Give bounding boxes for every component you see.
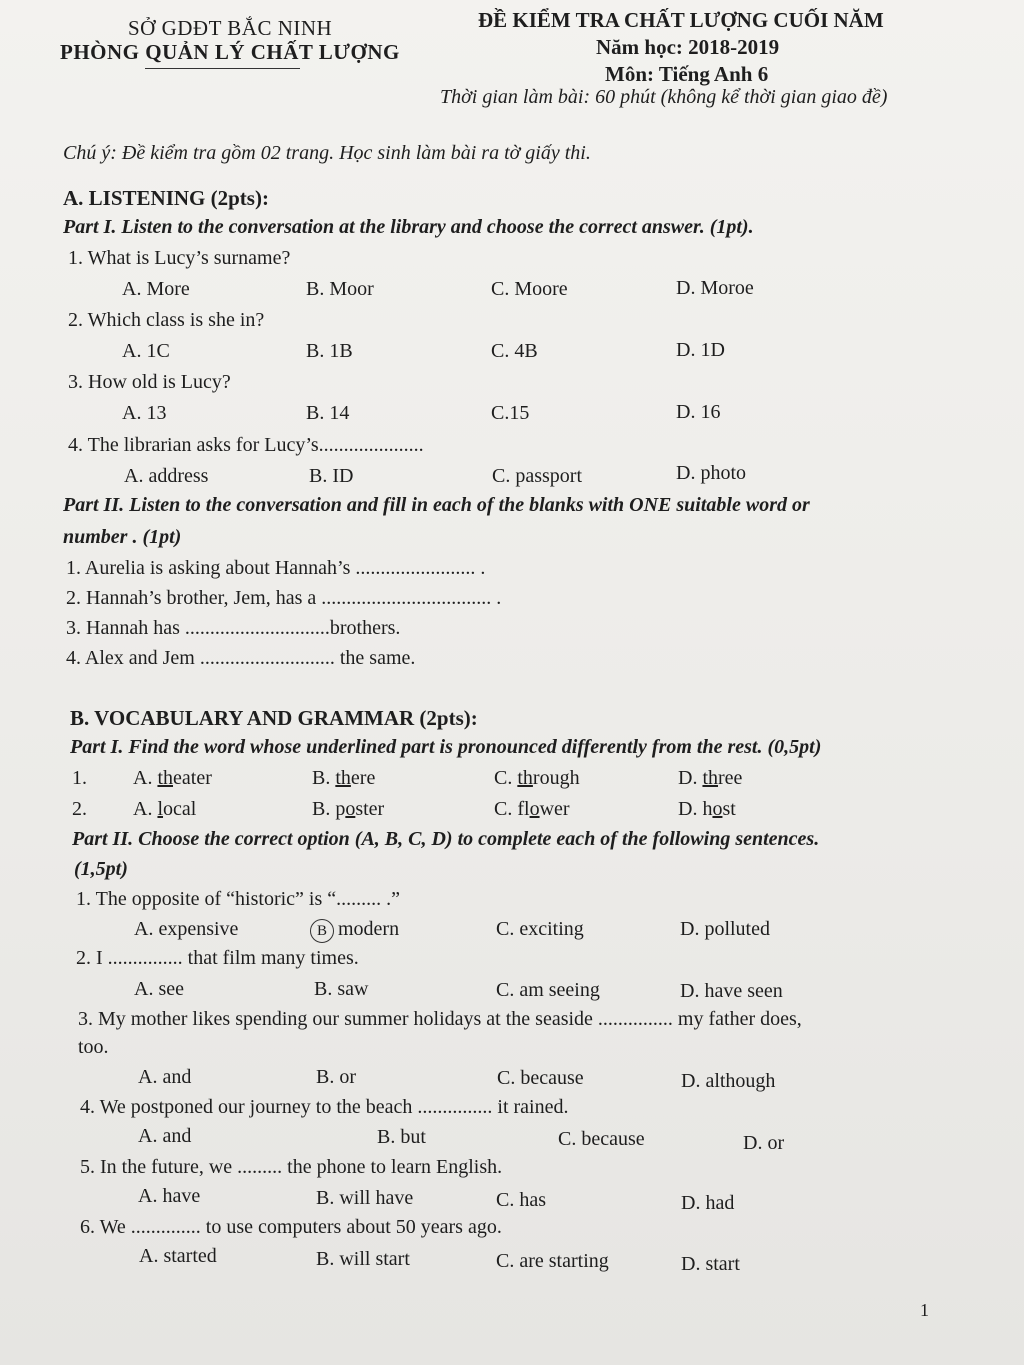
option-b: B. ID [309, 465, 354, 487]
office-name: PHÒNG QUẢN LÝ CHẤT LƯỢNG [60, 40, 400, 64]
option-c: C.15 [491, 402, 530, 424]
option-b: B. 14 [306, 402, 350, 424]
option-d: D. have seen [680, 980, 783, 1002]
option-b: B. but [377, 1126, 426, 1148]
exam-note: Chú ý: Đề kiểm tra gồm 02 trang. Học sinh làm bài ra tờ giấy thi. [63, 142, 591, 164]
vocab-part1-title: Part I. Find the word whose underlined part is pronounced differently from the rest. (0,5pt) [70, 736, 822, 758]
school-year: Năm học: 2018-2019 [596, 35, 780, 59]
option-a: A. 13 [122, 402, 167, 424]
exam-time: Thời gian làm bài: 60 phút (không kể thời gian giao đề) [440, 86, 888, 108]
option-c: C. am seeing [496, 979, 600, 1001]
circled-answer-mark: B [310, 919, 334, 943]
fill-blank-item-3: 3. Hannah has .............................brothers. [66, 617, 401, 639]
listening-question-1: 1. What is Lucy’s surname? [68, 247, 291, 269]
grammar-question-4: 4. We postponed our journey to the beach ............... it rained. [80, 1096, 569, 1118]
option-b: B. or [316, 1066, 356, 1088]
option-d: D. or [743, 1132, 785, 1154]
option-a: A. More [122, 278, 190, 300]
option-b-circled: B modern [310, 918, 399, 943]
option-a: A. 1C [122, 340, 170, 362]
grammar-question-3-cont: too. [78, 1036, 109, 1058]
option-d: D. Moroe [676, 277, 754, 299]
pron-option-a: A. local [133, 798, 197, 820]
option-b: B. will have [316, 1187, 414, 1209]
pron-option-d: D. three [678, 767, 743, 789]
grammar-question-6: 6. We .............. to use computers about 50 years ago. [80, 1216, 502, 1238]
option-b: B. saw [314, 978, 369, 1000]
vocab-part2-title-cont: (1,5pt) [74, 858, 128, 880]
grammar-question-5: 5. In the future, we ......... the phone to learn English. [80, 1156, 503, 1178]
page-number: 1 [920, 1300, 929, 1320]
option-a: A. have [138, 1185, 201, 1207]
fill-blank-item-2: 2. Hannah’s brother, Jem, has a .................................. . [66, 587, 502, 609]
department-name: SỞ GDĐT BẮC NINH [128, 16, 333, 40]
fill-blank-item-1: 1. Aurelia is asking about Hannah’s ........................ . [66, 557, 486, 579]
option-c: C. exciting [496, 918, 584, 940]
pron-option-b: B. poster [312, 798, 385, 820]
option-d: D. 16 [676, 401, 721, 423]
option-a: A. address [124, 465, 209, 487]
option-a: A. started [139, 1245, 217, 1267]
listening-question-2: 2. Which class is she in? [68, 309, 265, 331]
option-c: C. Moore [491, 278, 568, 300]
listening-part2-title: Part II. Listen to the conversation and fill in each of the blanks with ONE suitable word or [63, 494, 810, 516]
listening-question-3: 3. How old is Lucy? [68, 371, 231, 393]
pron-row-number: 1. [72, 767, 87, 789]
exam-title: ĐỀ KIỂM TRA CHẤT LƯỢNG CUỐI NĂM [478, 8, 884, 32]
option-a: A. and [138, 1066, 192, 1088]
pron-option-c: C. flower [494, 798, 570, 820]
listening-part2-title-cont: number . (1pt) [63, 526, 182, 548]
option-c: C. are starting [496, 1250, 609, 1272]
option-b: B. will start [316, 1248, 410, 1270]
pron-option-b: B. there [312, 767, 376, 789]
option-b: B. Moor [306, 278, 374, 300]
option-c: C. because [497, 1067, 584, 1089]
grammar-question-1: 1. The opposite of “historic” is “......... .” [76, 888, 401, 910]
option-d: D. polluted [680, 918, 770, 940]
vocab-title: B. VOCABULARY AND GRAMMAR (2pts): [70, 706, 478, 730]
listening-question-4: 4. The librarian asks for Lucy’s..................... [68, 434, 424, 456]
option-b: B. 1B [306, 340, 353, 362]
vocab-part2-title: Part II. Choose the correct option (A, B, C, D) to complete each of the following sentences. [72, 828, 820, 850]
header-underline [145, 68, 300, 69]
option-c: C. because [558, 1128, 645, 1150]
option-d: D. 1D [676, 339, 725, 361]
pron-option-a: A. theater [133, 767, 212, 789]
option-d: D. photo [676, 462, 746, 484]
pron-option-d: D. host [678, 798, 736, 820]
pron-row-number: 2. [72, 798, 87, 820]
grammar-question-2: 2. I ............... that film many times. [76, 947, 359, 969]
option-d: D. had [681, 1192, 735, 1214]
option-d: D. although [681, 1070, 776, 1092]
listening-title: A. LISTENING (2pts): [63, 186, 269, 210]
option-d: D. start [681, 1253, 740, 1275]
fill-blank-item-4: 4. Alex and Jem ........................... the same. [66, 647, 416, 669]
option-c: C. passport [492, 465, 582, 487]
subject: Môn: Tiếng Anh 6 [605, 62, 769, 86]
option-a: A. expensive [134, 918, 239, 940]
pron-option-c: C. through [494, 767, 580, 789]
option-c: C. has [496, 1189, 546, 1211]
option-a: A. see [134, 978, 184, 1000]
grammar-question-3: 3. My mother likes spending our summer holidays at the seaside ............... my father does, [78, 1008, 802, 1030]
option-c: C. 4B [491, 340, 538, 362]
listening-part1-title: Part I. Listen to the conversation at the library and choose the correct answer. (1pt). [63, 216, 754, 238]
option-a: A. and [138, 1125, 192, 1147]
